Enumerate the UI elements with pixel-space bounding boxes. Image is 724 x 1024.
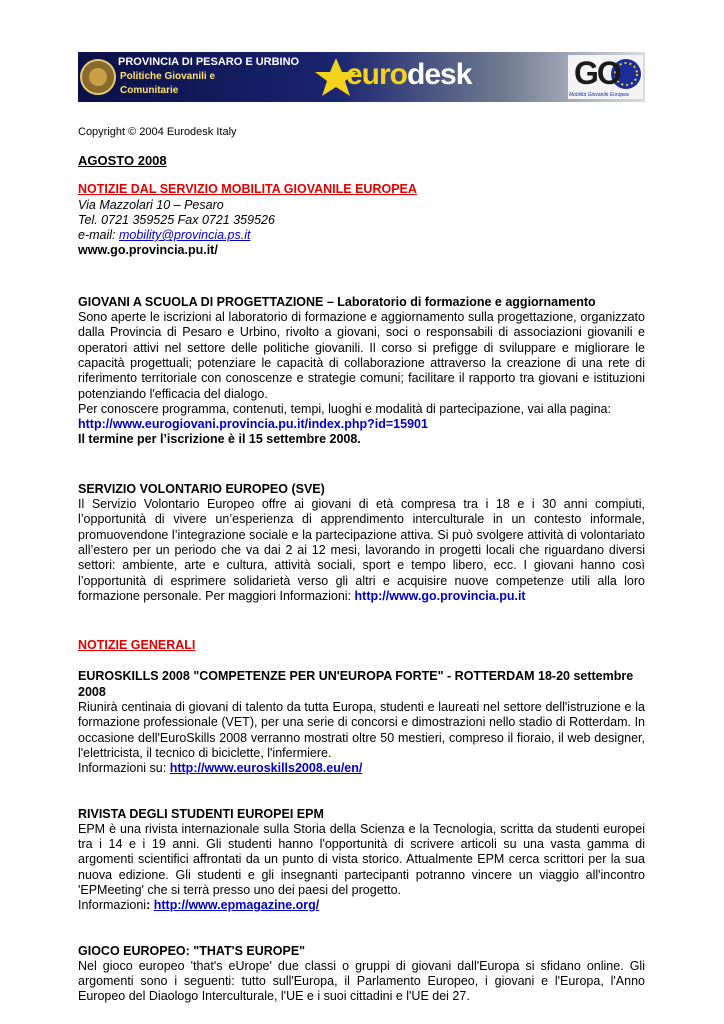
info-colon: : (146, 898, 154, 913)
article-body: Riunirà centinaia di giovani di talento da tutta Europa, studenti e laureati nel settore dell'istruzione e la formazione professionale (VET), per una serie di concorsi e dimostrazioni nello stadio di Rotterdam. In occasione dell'EuroSkills 2008 verranno mostrati oltre 50 mestieri, compreso il fioraio, il web designer, l'elettricista, il tecnico di biciclette, l'infermiere. (78, 700, 645, 760)
service-website[interactable]: www.go.provincia.pu.it/ (78, 243, 218, 258)
info-label: Informazioni (78, 898, 147, 913)
header-banner (78, 52, 645, 102)
article-title: SERVIZIO VOLONTARIO EUROPEO (SVE) (78, 481, 325, 496)
email-label: e-mail: (78, 228, 119, 243)
general-news-section (78, 634, 645, 653)
article-info-line (78, 761, 645, 776)
info-label: Informazioni su: (78, 761, 170, 776)
general-section-title: NOTIZIE GENERALI (78, 638, 196, 653)
article-deadline: Il termine per l’iscrizione è il 15 settembre 2008. (78, 432, 361, 447)
eurodesk-logo-euro: euro (346, 58, 408, 91)
article-epm (78, 807, 645, 914)
article-thats-europe (78, 944, 645, 1005)
article-body: Sono aperte le iscrizioni al laboratorio di formazione e aggiornamento sulla progettazione, organizzato dalla Provincia di Pesaro e Urbino, rivolto a giovani, soci o responsabili di associazioni giovanili e operatori attivi nel settore delle politiche giovanili. Il corso si prefigge di sviluppare e migliorare le capacità progettuali; potenziare le capacità di collaborazione attraverso la creazione di una rete di riferimento territoriale con conoscenze e strategie comuni; facilitare il rapporto tra giovani e istituzioni potenziando l'efficacia del dialogo. (78, 310, 645, 401)
copyright-notice: Copyright © 2004 Eurodesk Italy (78, 126, 237, 138)
article-info-line (78, 898, 645, 913)
eurogiovani-link[interactable]: http://www.eurogiovani.provincia.pu.it/index.php?id=15901 (78, 417, 428, 432)
euroskills-link[interactable]: http://www.euroskills2008.eu/en/ (169, 761, 363, 776)
epmagazine-link[interactable]: http://www.epmagazine.org/ (153, 898, 320, 913)
issue-month: AGOSTO 2008 (78, 153, 167, 168)
article-title: RIVISTA DEGLI STUDENTI EUROPEI EPM (78, 806, 324, 821)
article-body: EPM è una rivista internazionale sulla Storia della Scienza e la Tecnologia, scritta da studenti europei tra i 14 e i 19 anni. Gli studenti hanno l'opportunità di scrivere articoli su una vasta gamma di argomenti scientifici affrontati da un punto di vista storico. Attualmente EPM cerca scrittori per la sua nuova edizione. Gli studenti e gli insegnanti partecipanti potranno vincere un viaggio all'incontro 'EPMeeting' che si terrà presso uno dei paesi del progetto. (78, 821, 645, 897)
go-logo-subtitle: Mobilità Giovanile Europea (569, 92, 629, 98)
newsletter-body (78, 150, 645, 1005)
service-phone: Tel. 0721 359525 Fax 0721 359526 (78, 212, 275, 227)
article-title: GIOCO EUROPEO: "THAT'S EUROPE" (78, 943, 306, 958)
eurodesk-logo-desk: desk (407, 58, 472, 91)
article-body: Nel gioco europeo 'that's eUrope' due classi o gruppi di giovani dall'Europa si sfidano online. Gli argomenti sono i seguenti: tutto sull'Europa, il Parlamento Europeo, i giovani e l'Europa, l'Anno Europeo del Diaologo Interculturale, l'UE e i suoi cittadini e l'UE dei 27. (78, 958, 645, 1004)
article-body (78, 497, 645, 604)
go-logo-text: GO (574, 55, 620, 91)
banner-line-1: PROVINCIA DI PESARO E URBINO (118, 56, 300, 68)
service-contact-section (78, 182, 645, 258)
service-email-line (78, 228, 645, 243)
service-section-title: NOTIZIE DAL SERVIZIO MOBILITA GIOVANILE EUROPEA (78, 182, 417, 197)
article-euroskills (78, 669, 645, 776)
article-more-info: Per conoscere programma, contenuti, tempi, luoghi e modalità di partecipazione, vai alla pagina: (78, 401, 611, 416)
article-title: GIOVANI A SCUOLA DI PROGETTAZIONE – Laboratorio di formazione e aggiornamento (78, 294, 596, 309)
service-address: Via Mazzolari 10 – Pesaro (78, 197, 224, 212)
province-crest-icon (81, 60, 115, 94)
article-sve (78, 478, 645, 604)
banner-line-2: Politiche Giovanili e (120, 71, 216, 82)
go-provincia-link[interactable]: http://www.go.provincia.pu.it (354, 588, 526, 603)
email-link[interactable]: mobility@provincia.ps.it (118, 228, 251, 243)
banner-line-3: Comunitarie (120, 85, 179, 96)
eurodesk-logo (346, 58, 471, 92)
article-title: EUROSKILLS 2008 "COMPETENZE PER UN'EUROPA FORTE" - ROTTERDAM 18-20 settembre 2008 (78, 669, 634, 699)
article-progettazione (78, 289, 645, 448)
article-body-text: Il Servizio Volontario Europeo offre ai giovani di età compresa tra i 18 e i 30 anni compiuti, l’opportunità di vivere un’esperienza di apprendimento interculturale in un contesto informale, promuovendone l’integrazione sociale e la partecipazione attiva. Si può svolgere attività di volontariato all’estero per un periodo che va dai 2 ai 12 mesi, lavorando in progetti locali che riguardano diversi settori: ambiente, arte e cultura, attività sociali, sport e tempo libero, ecc. I giovani hanno così l’opportunità di esprimere solidarietà verso gli altri e acquisire nuove competenze utili alla loro formazione personale. Per maggiori Informazioni: (78, 497, 645, 603)
